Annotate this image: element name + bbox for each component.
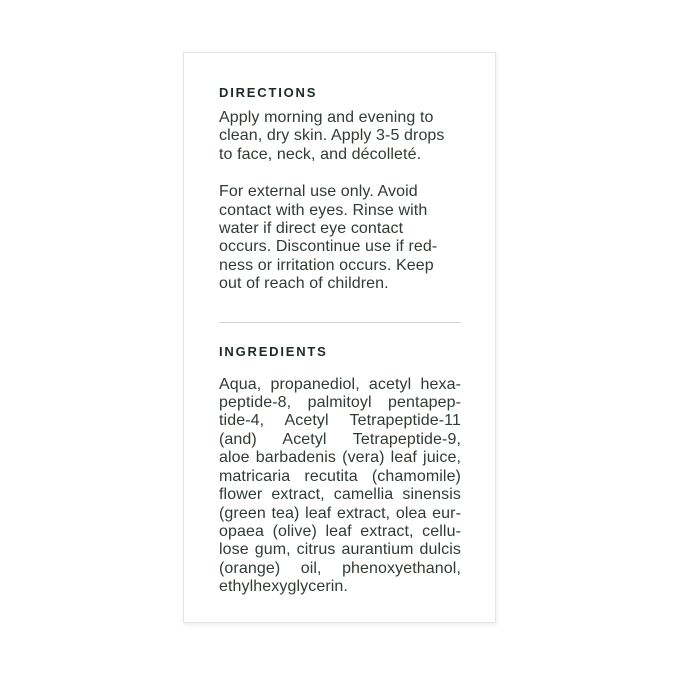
section-divider (219, 322, 461, 323)
product-label-card (183, 52, 496, 623)
ingredients-line: matricaria recutita (chamomile) (219, 467, 461, 485)
directions-heading: DIRECTIONS (219, 85, 318, 100)
ingredients-line: lose gum, citrus aurantium dulcis (219, 541, 461, 559)
ingredients-line: opaea (olive) leaf extract, cellu- (219, 522, 461, 540)
ingredients-line: (and) Acetyl Tetrapeptide-9, (219, 430, 461, 448)
ingredients-line: tide-4, Acetyl Tetrapeptide-11 (219, 412, 461, 430)
ingredients-line: Aqua, propanediol, acetyl hexa- (219, 375, 461, 393)
directions-line: to face, neck, and décolleté. (219, 145, 422, 163)
warning-line: contact with eyes. Rinse with (219, 201, 428, 219)
warning-line: out of reach of children. (219, 275, 389, 293)
ingredients-heading: INGREDIENTS (219, 343, 328, 359)
ingredients-line: (orange) oil, phenoxyethanol, (219, 559, 461, 577)
ingredients-line: peptide-8, palmitoyl pentapep- (219, 394, 461, 412)
ingredients-line: ethylhexyglycerin. (219, 578, 348, 596)
directions-warning-paragraph (219, 183, 461, 293)
warning-line: ness or irritation occurs. Keep (219, 256, 434, 274)
ingredients-line: flower extract, camellia sinensis (219, 486, 461, 504)
ingredients-line: aloe barbadenis (vera) leaf juice, (219, 449, 461, 467)
ingredients-paragraph (219, 376, 461, 597)
directions-usage-paragraph (219, 109, 461, 164)
warning-line: occurs. Discontinue use if red- (219, 238, 438, 256)
warning-line: For external use only. Avoid (219, 183, 418, 201)
warning-line: water if direct eye contact (219, 220, 404, 238)
ingredients-line: (green tea) leaf extract, olea eur- (219, 504, 461, 522)
directions-line: clean, dry skin. Apply 3-5 drops (219, 127, 445, 145)
directions-line: Apply morning and evening to (219, 109, 434, 126)
